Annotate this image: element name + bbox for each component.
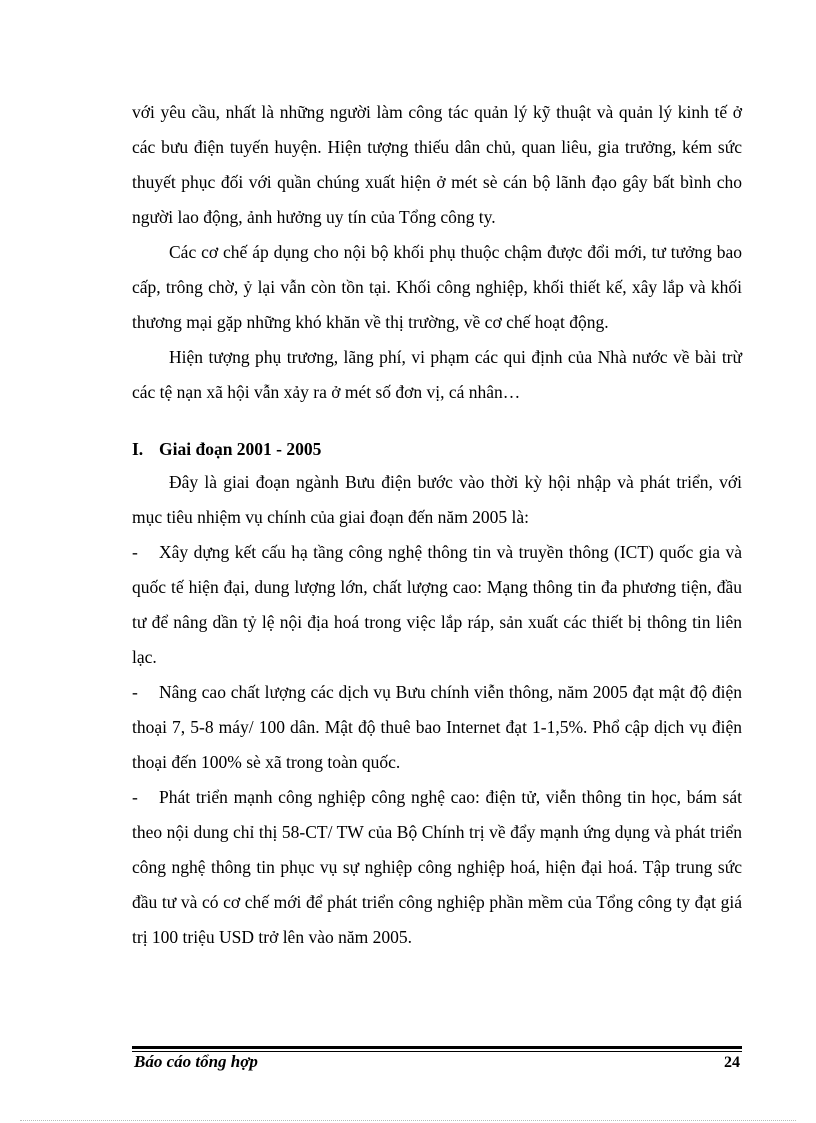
page-number: 24 xyxy=(724,1054,740,1071)
paragraph-waste: Hiện tượng phụ trương, lãng phí, vi phạm các qui định của Nhà nước về bài trừ các tệ nạn xã hội vẫn xảy ra ở mét số đơn vị, cá nhân… xyxy=(132,347,742,402)
body-text-top xyxy=(132,95,742,410)
bullet-item xyxy=(132,675,742,780)
footer-title: Báo cáo tổng hợp xyxy=(134,1052,258,1071)
bullet-item xyxy=(132,780,742,955)
section-body xyxy=(132,465,742,955)
section-intro: Đây là giai đoạn ngành Bưu điện bước vào thời kỳ hội nhập và phát triển, với mục tiêu nhiệm vụ chính của giai đoạn đến năm 2005 là: xyxy=(132,472,742,527)
section-heading xyxy=(132,434,742,464)
section-title: Giai đoạn 2001 - 2005 xyxy=(159,439,322,459)
paragraph-continuation: với yêu cầu, nhất là những người làm công tác quản lý kỹ thuật và quản lý kinh tế ở các bưu điện tuyến huyện. Hiện tượng thiếu dân chủ, quan liêu, gia trưởng, kém sức thuyết phục đối với quần chúng xuất hiện ở mét sè cán bộ lãnh đạo gây bất bình cho người lao động, ảnh hưởng uy tín của Tổng công ty. xyxy=(132,102,742,227)
bullet-dash: - xyxy=(132,682,138,702)
bullet-item xyxy=(132,535,742,675)
bullet-text: Phát triển mạnh công nghiệp công nghệ cao: điện tử, viễn thông tin học, bám sát theo nội dung chỉ thị 58-CT/ TW của Bộ Chính trị về đẩy mạnh ứng dụng và phát triển công nghệ thông tin phục vụ sự nghiệp công nghiệp hoá, hiện đại hoá. Tập trung sức đầu tư và có cơ chế mới để phát triển công nghiệp phần mềm của Tổng công ty đạt giá trị 100 triệu USD trở lên vào năm 2005. xyxy=(132,787,742,947)
footer-rule-thick xyxy=(132,1046,742,1049)
section-number: I. xyxy=(132,439,144,459)
bullet-text: Xây dựng kết cấu hạ tầng công nghệ thông tin và truyền thông (ICT) quốc gia và quốc tế hiện đại, dung lượng lớn, chất lượng cao: Mạng thông tin đa phương tiện, đầu tư để nâng dần tỷ lệ nội địa hoá trong việc lắp ráp, sản xuất các thiết bị thông tin liên lạc. xyxy=(132,542,742,667)
page-bottom-dotted-line xyxy=(20,1120,796,1121)
bullet-dash: - xyxy=(132,542,138,562)
bullet-text: Nâng cao chất lượng các dịch vụ Bưu chính viễn thông, năm 2005 đạt mật độ điện thoại 7, 5-8 máy/ 100 dân. Mật độ thuê bao Internet đạt 1-1,5%. Phổ cập dịch vụ điện thoại đến 100% sè xã trong toàn quốc. xyxy=(132,682,742,772)
bullet-dash: - xyxy=(132,787,138,807)
paragraph-mechanisms: Các cơ chế áp dụng cho nội bộ khối phụ thuộc chậm được đổi mới, tư tưởng bao cấp, trông chờ, ỷ lại vẫn còn tồn tại. Khối công nghiệp, khối thiết kế, xây lắp và khối thương mại gặp những khó khăn về thị trường, về cơ chế hoạt động. xyxy=(132,242,742,332)
